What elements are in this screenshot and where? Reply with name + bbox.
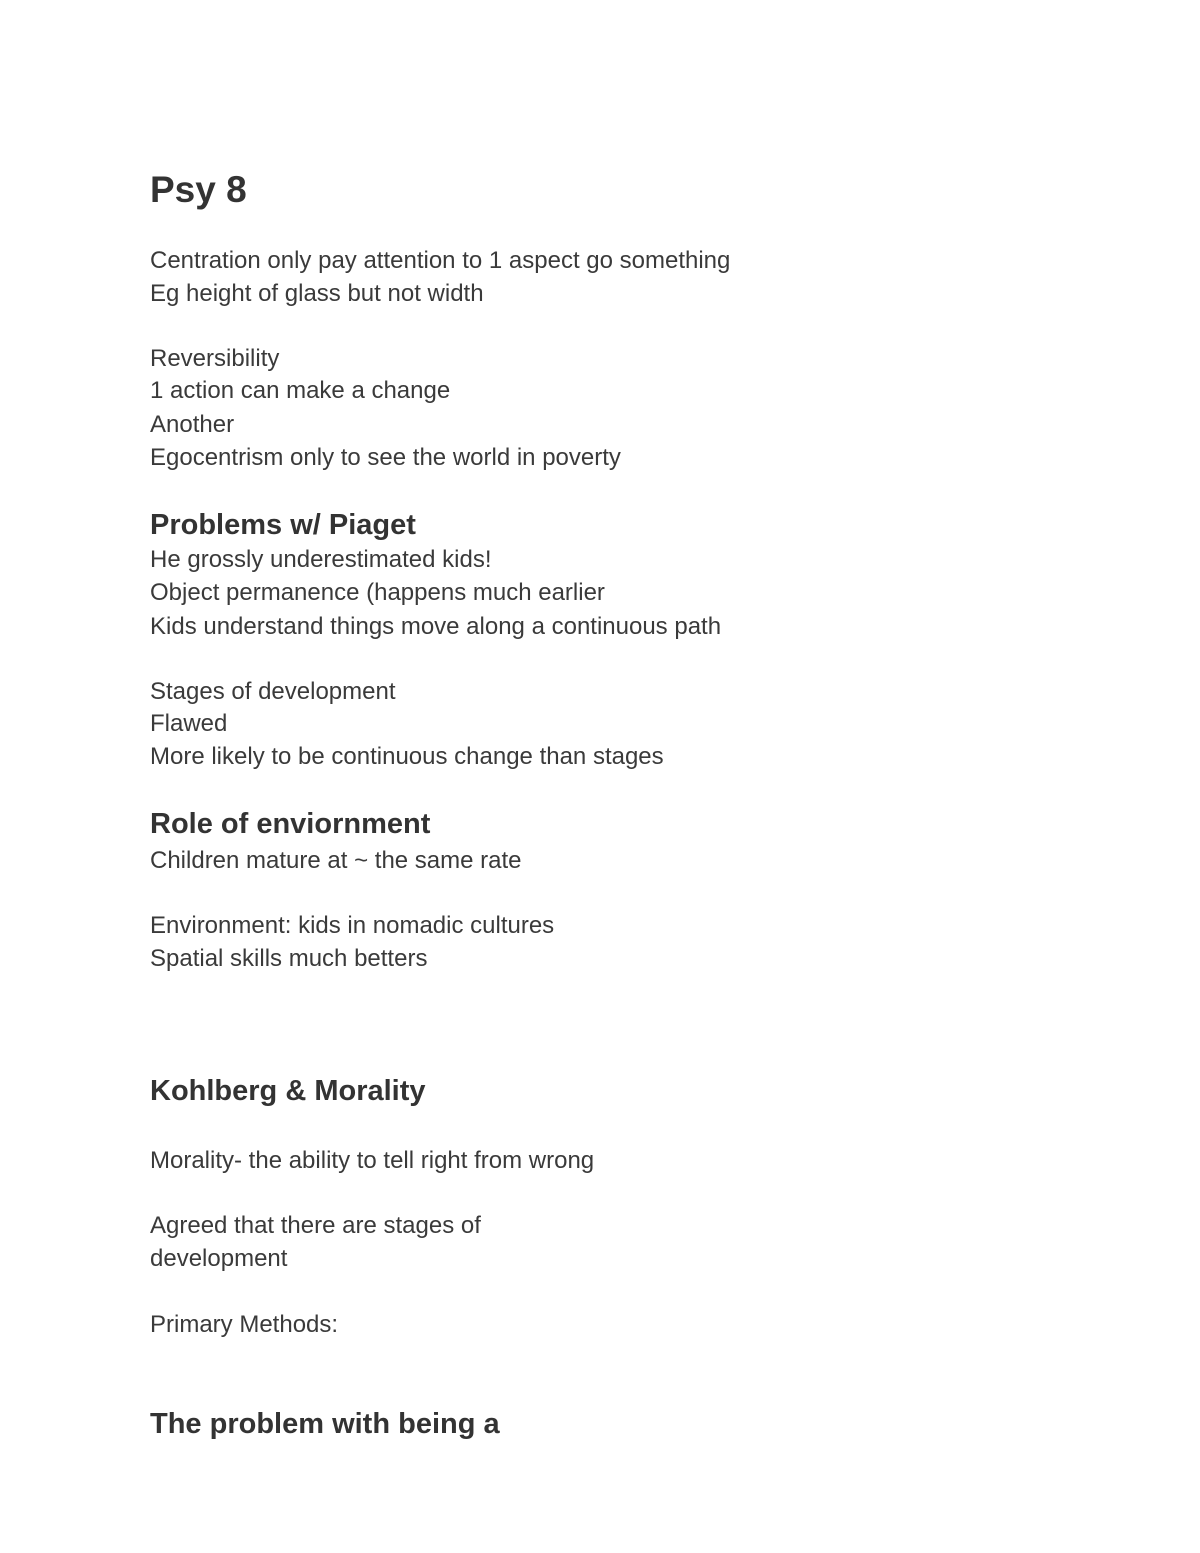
section-heading-piaget: Problems w/ Piaget bbox=[150, 509, 416, 541]
section-heading-environment: Role of enviornment bbox=[150, 808, 431, 840]
note-line: Morality- the ability to tell right from wrong bbox=[150, 1147, 595, 1174]
note-line: Another bbox=[150, 411, 235, 438]
note-line: Stages of development bbox=[150, 678, 396, 705]
note-line: Eg height of glass but not width bbox=[150, 280, 484, 307]
note-line: Agreed that there are stages of bbox=[150, 1212, 481, 1239]
note-line: Reversibility bbox=[150, 345, 280, 372]
note-line: Kids understand things move along a continuous path bbox=[150, 613, 722, 640]
note-line: Primary Methods: bbox=[150, 1311, 339, 1338]
note-line: Object permanence (happens much earlier bbox=[150, 579, 605, 606]
section-heading-kohlberg: Kohlberg & Morality bbox=[150, 1075, 426, 1107]
note-line: Egocentrism only to see the world in poverty bbox=[150, 444, 621, 471]
note-line: More likely to be continuous change than stages bbox=[150, 743, 664, 770]
note-line: He grossly underestimated kids! bbox=[150, 546, 492, 573]
note-line: Flawed bbox=[150, 710, 228, 737]
section-heading-problem: The problem with being a bbox=[150, 1408, 500, 1440]
note-line: Spatial skills much betters bbox=[150, 945, 428, 972]
note-line: Children mature at ~ the same rate bbox=[150, 847, 522, 874]
page-title: Psy 8 bbox=[150, 169, 247, 210]
note-line: development bbox=[150, 1245, 288, 1272]
note-line: 1 action can make a change bbox=[150, 377, 451, 404]
note-line: Centration only pay attention to 1 aspect go something bbox=[150, 247, 731, 274]
note-line: Environment: kids in nomadic cultures bbox=[150, 912, 555, 939]
